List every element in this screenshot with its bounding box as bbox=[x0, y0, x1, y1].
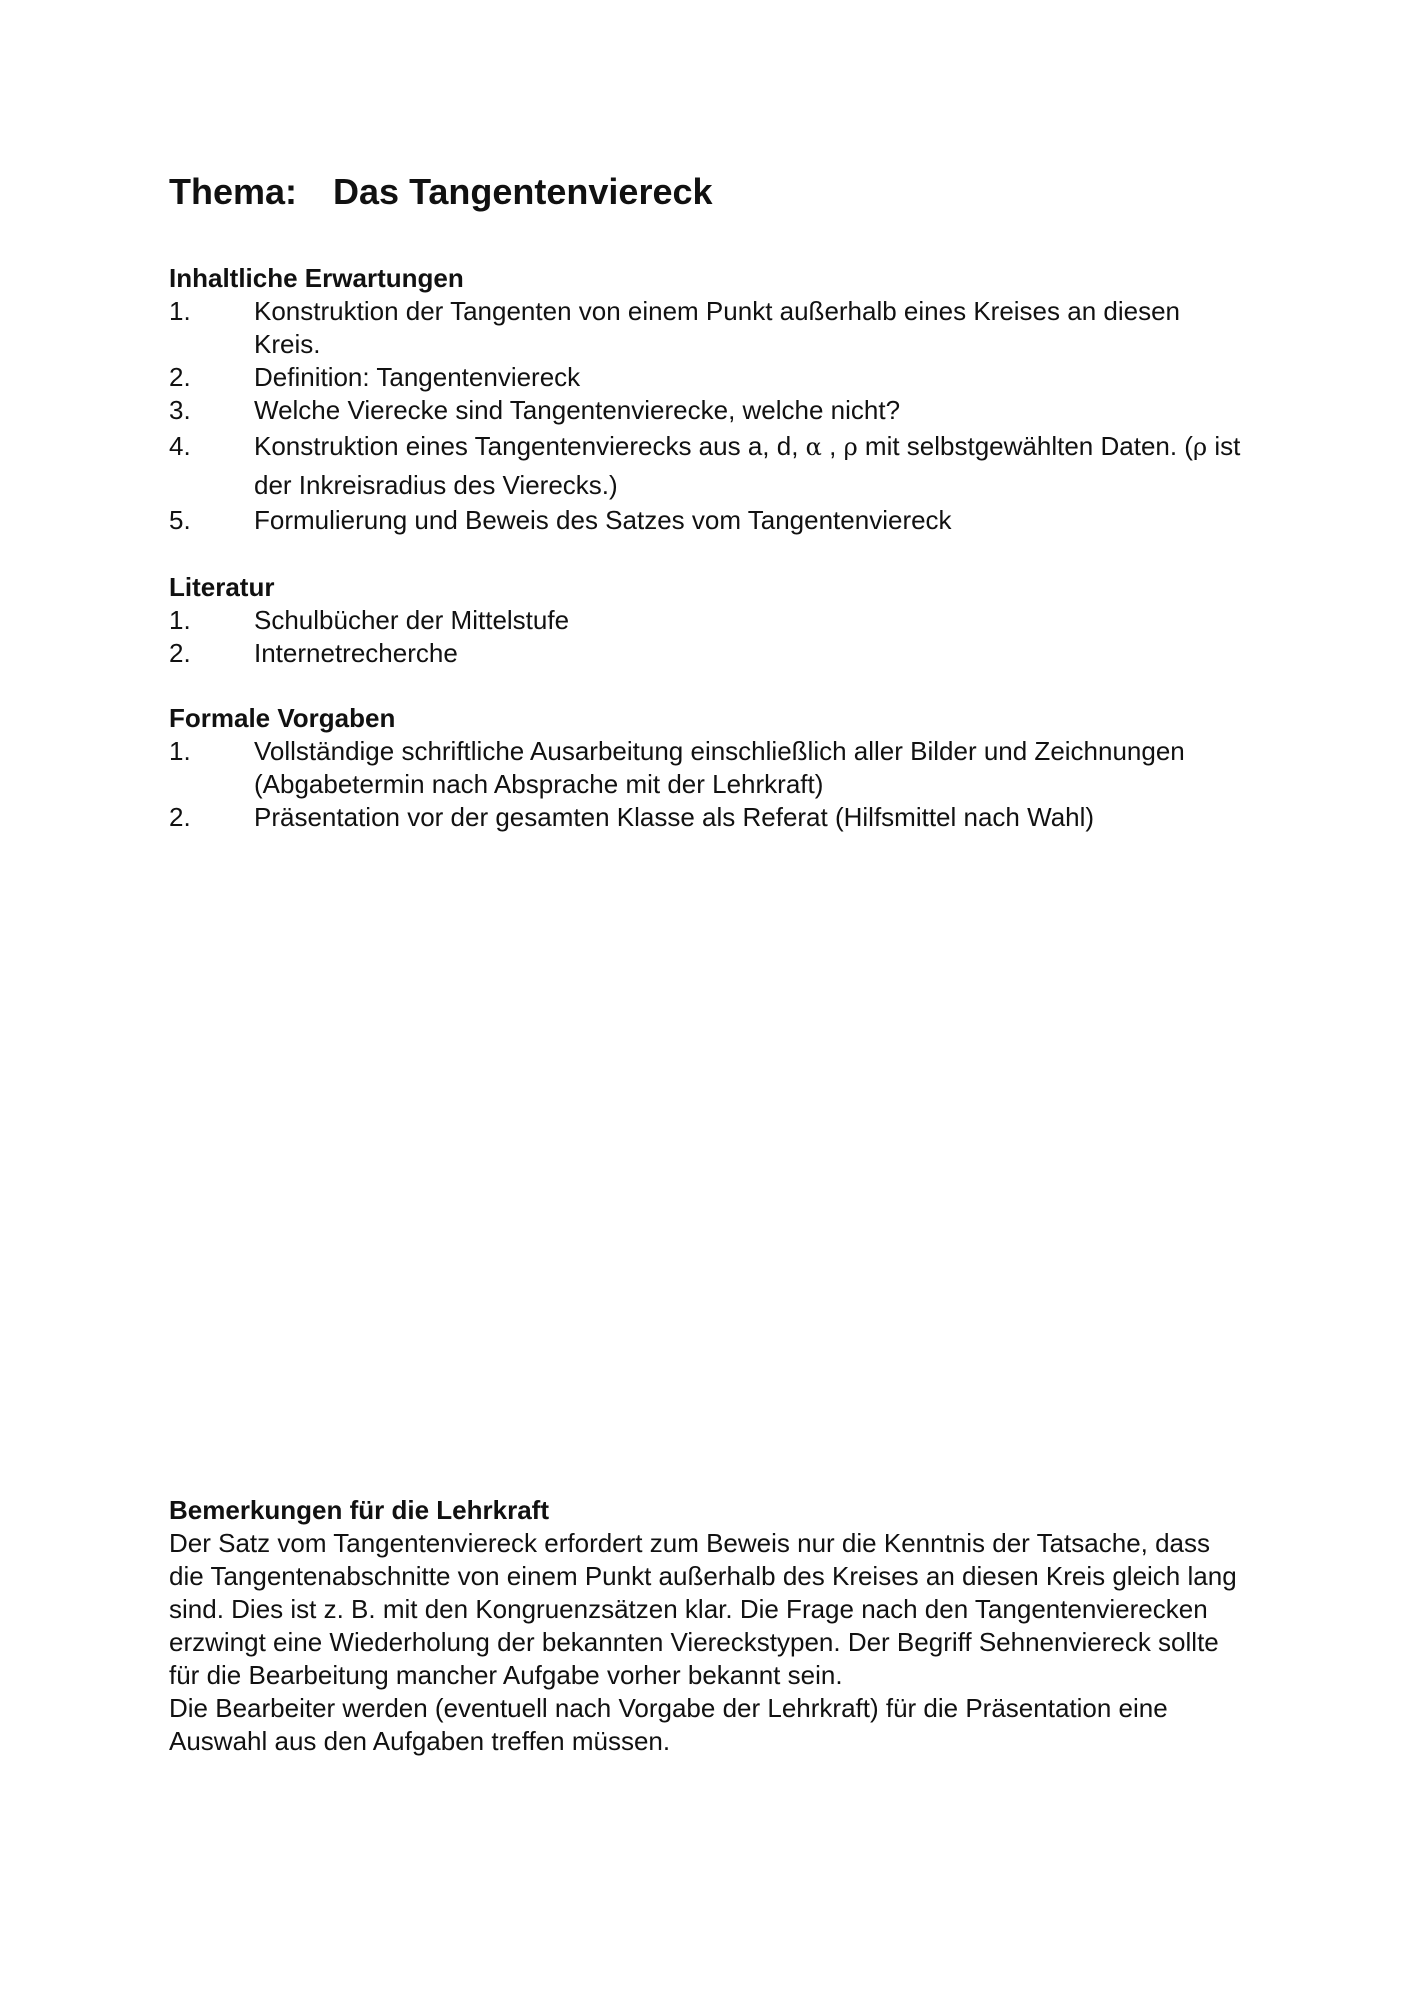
title-label: Thema: bbox=[169, 171, 298, 212]
list-text: Konstruktion der Tangenten von einem Punkt außerhalb eines Kreises an diesen Kreis. bbox=[254, 296, 1180, 359]
list-text: Definition: Tangentenviereck bbox=[254, 362, 581, 392]
list-item bbox=[169, 604, 1249, 637]
section-inhaltliche-erwartungen bbox=[169, 262, 1249, 537]
rho-symbol: ρ bbox=[1192, 433, 1208, 461]
remark-paragraph: Der Satz vom Tangentenviereck erfordert zum Beweis nur die Kenntnis der Tatsache, dass die Tangentenabschnitte von einem Punkt außerhalb des Kreises an diesen Kreis gleich lang sind. Dies ist z. B. mit den Kongruenzsätzen klar. Die Frage nach den Tangentenvierecken erzwingt eine Wiederholung der bekannten Viereckstypen. Der Begriff Sehnenviereck sollte für die Bearbeitung mancher Aufgabe vorher bekannt sein. bbox=[169, 1528, 1237, 1690]
list-number: 2. bbox=[169, 362, 191, 392]
alpha-symbol: α bbox=[805, 433, 822, 461]
section-heading: Formale Vorgaben bbox=[169, 703, 396, 733]
list-number: 3. bbox=[169, 395, 191, 425]
list-item bbox=[169, 394, 1249, 427]
list-text: Internetrecherche bbox=[254, 638, 458, 668]
section-literatur bbox=[169, 571, 1249, 670]
rho-symbol: ρ bbox=[843, 433, 858, 461]
list-text-part: Konstruktion eines Tangentenvierecks aus a, d, bbox=[254, 431, 799, 461]
title-text: Das Tangentenviereck bbox=[333, 171, 713, 212]
list-number: 2. bbox=[169, 802, 191, 832]
list-text: Formulierung und Beweis des Satzes vom Tangentenviereck bbox=[254, 505, 952, 535]
section-heading: Inhaltliche Erwartungen bbox=[169, 263, 464, 293]
list-number: 1. bbox=[169, 736, 191, 766]
section-formale-vorgaben bbox=[169, 702, 1249, 834]
list-text: Schulbücher der Mittelstufe bbox=[254, 605, 570, 635]
list-item bbox=[169, 504, 1249, 537]
list-item bbox=[169, 295, 1249, 361]
list-item bbox=[169, 427, 1249, 504]
section-heading: Bemerkungen für die Lehrkraft bbox=[169, 1495, 549, 1525]
list-number: 2. bbox=[169, 638, 191, 668]
list-text: Präsentation vor der gesamten Klasse als Referat (Hilfsmittel nach Wahl) bbox=[254, 802, 1095, 832]
list-number: 1. bbox=[169, 296, 191, 326]
list-number: 1. bbox=[169, 605, 191, 635]
list-text-part: ist der Inkreisradius des Vierecks.) bbox=[254, 431, 1241, 500]
section-heading: Literatur bbox=[169, 572, 275, 602]
remark-paragraph: Die Bearbeiter werden (eventuell nach Vorgabe der Lehrkraft) für die Präsentation eine Auswahl aus den Aufgaben treffen müssen. bbox=[169, 1693, 1168, 1756]
list-text-part: mit selbstgewählten Daten. ( bbox=[864, 431, 1193, 461]
list-number: 4. bbox=[169, 431, 191, 461]
list-text: Welche Vierecke sind Tangentenvierecke, welche nicht? bbox=[254, 395, 901, 425]
page-title bbox=[169, 170, 713, 214]
list-text: Vollständige schriftliche Ausarbeitung einschließlich aller Bilder und Zeichnungen (Abgabetermin nach Absprache mit der Lehrkraft) bbox=[254, 736, 1185, 799]
list-text bbox=[254, 427, 1249, 504]
list-item bbox=[169, 361, 1249, 394]
list-item bbox=[169, 735, 1249, 801]
list-item bbox=[169, 637, 1249, 670]
list-number: 5. bbox=[169, 505, 191, 535]
list-item bbox=[169, 801, 1249, 834]
section-bemerkungen bbox=[169, 1494, 1249, 1758]
separator: , bbox=[829, 431, 837, 461]
